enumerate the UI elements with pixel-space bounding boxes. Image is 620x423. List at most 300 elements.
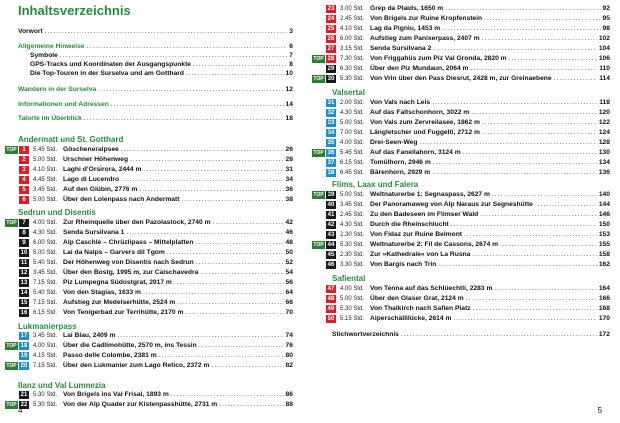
tour-text [63, 351, 293, 361]
top-badge: TOP [313, 150, 324, 156]
tour-entry[interactable] [5, 278, 293, 288]
tour-text [370, 200, 610, 210]
page-ref: 92 [602, 5, 610, 12]
toc-text [18, 114, 293, 124]
page-ref: 106 [598, 55, 610, 62]
tour-entry[interactable] [5, 258, 293, 268]
tour-duration: 5.30 Std. [33, 392, 58, 398]
leader-dots [45, 27, 287, 37]
tour-text [370, 44, 610, 54]
tour-text [63, 165, 293, 175]
tour-title: Lag da Pigniu, 1453 m [370, 25, 441, 32]
top-badge: TOP [313, 242, 324, 248]
tour-text [370, 304, 610, 314]
tour-text [63, 218, 293, 228]
toc-entry[interactable] [18, 114, 293, 124]
tour-duration: 4.00 Std. [340, 140, 365, 146]
tour-number-badge: 49 [327, 306, 335, 312]
tour-entry[interactable] [5, 361, 293, 371]
leader-dots [126, 228, 283, 238]
leader-dots [195, 238, 283, 248]
tour-number-badge: 30 [327, 76, 335, 82]
top-badge: TOP [313, 56, 324, 62]
top-badge: TOP [6, 363, 17, 369]
tour-entry[interactable] [5, 308, 293, 318]
tour-title: Der Panoramaweg von Alp Naraus zur Segneshütte [370, 201, 533, 208]
tour-title: Von Vals nach Leis [370, 99, 431, 106]
tour-number-badge: 2 [19, 156, 29, 164]
tour-duration: 4.00 Std. [33, 220, 58, 226]
leader-dots [482, 34, 597, 44]
tour-text [370, 250, 610, 260]
leader-dots [473, 304, 597, 314]
tour-title: Lai Blau, 2409 m [63, 332, 116, 339]
leader-dots [177, 298, 283, 308]
tour-text [63, 268, 293, 278]
leader-dots [174, 278, 284, 288]
page-ref: 120 [598, 109, 610, 116]
tour-duration: 6.45 Std. [340, 170, 365, 176]
tour-entry[interactable] [5, 248, 293, 258]
page-ref: 130 [598, 149, 610, 156]
page-ref: 10 [285, 70, 293, 77]
tour-text [370, 294, 610, 304]
tour-entry[interactable] [312, 200, 610, 210]
page-ref: 42 [285, 219, 293, 226]
tour-entry[interactable] [5, 175, 293, 185]
page-ref: 164 [598, 285, 610, 292]
tour-number-badge: 10 [20, 250, 28, 256]
tour-title: Zu den Badeseen im Flimser Wald [370, 211, 479, 218]
tour-duration: 5.00 Std. [33, 250, 58, 256]
tour-number-badge: 13 [20, 280, 28, 286]
tour-entry[interactable] [5, 400, 293, 410]
leader-dots [472, 250, 596, 260]
leader-dots [453, 314, 596, 324]
tour-entry[interactable] [5, 185, 293, 195]
tour-number-badge: 21 [20, 392, 28, 398]
tour-text [370, 54, 610, 64]
leader-dots [492, 190, 597, 200]
tour-entry[interactable] [312, 190, 610, 200]
leader-dots [500, 240, 597, 250]
tour-number-badge: 24 [327, 16, 335, 22]
tour-title: Auf den Giübin, 2776 m [63, 186, 138, 193]
page-ref: 66 [285, 299, 293, 306]
tour-entry[interactable] [5, 288, 293, 298]
tour-title: Von Tenigerbad zur Terrihütte, 2170 m [63, 309, 184, 316]
tour-number-badge: 6 [19, 196, 29, 204]
leader-dots [419, 138, 596, 148]
tour-text [63, 175, 293, 185]
toc-title: Symbole [30, 52, 58, 59]
page-ref: 12 [285, 86, 293, 93]
tour-text [370, 108, 610, 118]
tour-entry[interactable] [312, 34, 610, 44]
tour-entry[interactable] [312, 4, 610, 14]
page-ref: 70 [285, 309, 293, 316]
index-entry[interactable] [332, 330, 610, 340]
page-ref: 140 [598, 191, 610, 198]
leader-dots [185, 308, 283, 318]
tour-title: Grep da Plaids, 1650 m [370, 5, 444, 12]
tour-number-badge: 50 [327, 316, 335, 322]
tour-number-badge: 38 [327, 170, 335, 176]
leader-dots [438, 260, 596, 270]
tour-duration: 5.00 Std. [33, 157, 58, 163]
tour-number-badge: 46 [327, 262, 335, 268]
tour-number-badge: 44 [327, 242, 335, 248]
tour-number-badge: 36 [327, 150, 335, 156]
leader-dots [213, 218, 284, 228]
section-heading: Andermatt und St. Gotthard [18, 135, 124, 144]
tour-title: Aufstieg zum Panixerpass, 2407 m [370, 35, 480, 42]
page-ref: 170 [598, 315, 610, 322]
tour-entry[interactable] [5, 228, 293, 238]
tour-text [63, 155, 293, 165]
page-ref: 52 [285, 259, 293, 266]
tour-duration: 3.45 Std. [33, 270, 58, 276]
toc-entry[interactable] [18, 100, 293, 110]
tour-duration: 5.00 Std. [340, 192, 365, 198]
tour-text [370, 118, 610, 128]
tour-entry[interactable] [312, 44, 610, 54]
tour-text [370, 260, 610, 270]
tour-title: Auf das Faltschonhorn, 3022 m [370, 109, 470, 116]
leader-dots [554, 74, 598, 84]
section-heading: Safiental [332, 274, 366, 283]
toc-title: Talorte im Überblick [18, 115, 82, 122]
tour-number-badge: 1 [19, 146, 29, 154]
tour-text [63, 331, 293, 341]
leader-dots [482, 118, 597, 128]
tour-text [370, 158, 610, 168]
top-badge: TOP [6, 343, 17, 349]
toc-text [18, 27, 293, 37]
leader-dots [463, 148, 597, 158]
tour-text [63, 400, 293, 410]
page-ref: 104 [598, 45, 610, 52]
tour-duration: 6.00 Std. [340, 36, 365, 42]
page-ref: 80 [285, 352, 293, 359]
tour-entry[interactable] [312, 240, 610, 250]
page-number-right: 5 [597, 406, 602, 415]
leader-dots [111, 100, 284, 110]
tour-title: Von Fidaz zur Ruine Belmont [370, 231, 463, 238]
page-ref: 26 [285, 146, 293, 153]
tour-title: Piz Lumpegna Südostgrat, 2917 m [63, 279, 172, 286]
tour-duration: 3.45 Std. [33, 333, 58, 339]
tour-entry[interactable] [5, 298, 293, 308]
tour-duration: 4.15 Std. [33, 353, 58, 359]
tour-title: Senda Sursilvana 2 [370, 45, 432, 52]
section-heading: Valsertal [332, 88, 365, 97]
tour-text [63, 238, 293, 248]
tour-number-badge: 20 [20, 363, 28, 369]
tour-text [370, 128, 610, 138]
tour-entry[interactable] [312, 168, 610, 178]
tour-entry[interactable] [5, 331, 293, 341]
tour-number-badge: 11 [20, 260, 28, 266]
leader-dots [186, 69, 284, 79]
tour-entry[interactable] [312, 128, 610, 138]
tour-number-badge: 7 [19, 219, 29, 227]
tour-title: Von den Stagias, 1633 m [63, 289, 141, 296]
tour-number-badge: 25 [327, 26, 335, 32]
toc-title: Informationen und Adressen [18, 101, 109, 108]
tour-text [370, 240, 610, 250]
tour-duration: 2.30 Std. [340, 232, 365, 238]
tour-number-badge: 18 [20, 343, 28, 349]
tour-number-badge: 9 [19, 239, 29, 247]
tour-entry[interactable] [5, 238, 293, 248]
tour-duration: 6.15 Std. [33, 310, 58, 316]
tour-number-badge: 43 [327, 232, 335, 238]
page-ref: 128 [598, 139, 610, 146]
tour-duration: 5.15 Std. [340, 316, 365, 322]
tour-duration: 5.00 Std. [340, 120, 365, 126]
page-ref: 124 [598, 129, 610, 136]
page-ref: 74 [285, 332, 293, 339]
section-heading: Flims, Laax und Falera [332, 180, 419, 189]
tour-entry[interactable] [312, 148, 610, 158]
leader-dots [98, 85, 283, 95]
tour-duration: 4.00 Std. [33, 343, 58, 349]
page-ref: 155 [598, 241, 610, 248]
tour-entry[interactable] [312, 138, 610, 148]
tour-number-badge: 8 [19, 229, 29, 237]
top-badge: TOP [313, 192, 324, 198]
tour-duration: 4.30 Std. [340, 222, 365, 228]
tour-entry[interactable] [312, 230, 610, 240]
top-badge: TOP [313, 76, 324, 82]
leader-dots [199, 341, 284, 351]
tour-number-badge: 41 [327, 212, 335, 218]
tour-text [63, 145, 293, 155]
tour-entry[interactable] [5, 165, 293, 175]
page-ref: 88 [285, 401, 293, 408]
tour-entry[interactable] [5, 351, 293, 361]
tour-entry[interactable] [5, 268, 293, 278]
leader-dots [401, 330, 597, 340]
section-heading: Sedrun und Disentis [18, 208, 96, 217]
tour-text [370, 24, 610, 34]
page-ref: 114 [599, 75, 610, 82]
tour-text [370, 220, 610, 230]
tour-text [370, 190, 610, 200]
tour-text [370, 74, 610, 84]
tour-number-badge: 26 [327, 36, 335, 42]
tour-entry[interactable] [312, 14, 610, 24]
tour-duration: 7.15 Std. [33, 280, 58, 286]
tour-entry[interactable] [312, 314, 610, 324]
page-ref: 76 [285, 342, 293, 349]
tour-entry[interactable] [312, 260, 610, 270]
tour-text [63, 361, 293, 371]
toc-entry[interactable] [18, 27, 293, 37]
section-heading: Lukmanierpass [18, 322, 77, 331]
tour-title: Senda Sursilvana 1 [63, 229, 125, 236]
top-badge: TOP [6, 402, 17, 408]
toc-title: Allgemeine Hinweise [18, 43, 85, 50]
leader-dots [451, 220, 597, 230]
tour-text [370, 98, 610, 108]
leader-dots [181, 195, 283, 205]
tour-title: Über die Cadlimohütte, 2570 m, ins Tessin [63, 342, 197, 349]
toc-text [30, 69, 293, 79]
tour-duration: 5.40 Std. [33, 260, 58, 266]
tour-number-badge: 32 [327, 110, 335, 116]
tour-number-badge: 5 [19, 186, 29, 194]
tour-title: Über den Piz Mundaun, 2064 m [370, 65, 469, 72]
tour-entry[interactable] [5, 155, 293, 165]
tour-entry[interactable] [312, 294, 610, 304]
toc-title: Vorwort [18, 28, 43, 35]
tour-title: Längletscher und Fuggelti, 2712 m [370, 129, 480, 136]
tour-entry[interactable] [312, 98, 610, 108]
tour-entry[interactable] [312, 24, 610, 34]
tour-entry[interactable] [5, 341, 293, 351]
page-ref: 136 [598, 169, 610, 176]
tour-title: Von Brigels zur Ruine Kropfenstein [370, 15, 483, 22]
page-ref: 7 [289, 52, 293, 59]
page-ref: 6 [289, 43, 293, 50]
tour-duration: 5.30 Std. [340, 306, 365, 312]
page-ref: 28 [285, 156, 293, 163]
tour-number-badge: 14 [20, 290, 28, 296]
tour-text [63, 288, 293, 298]
toc-title: Inhaltsverzeichnis [18, 3, 131, 18]
tour-duration: 3.45 Std. [340, 202, 365, 208]
page-ref: 166 [598, 295, 610, 302]
tour-number-badge: 28 [327, 56, 335, 62]
tour-title: Zur Rheinquelle über den Pazolastock, 2740 m [63, 219, 211, 226]
page-ref: 50 [285, 249, 293, 256]
tour-title: Auf das Fanellahorn, 3124 m [370, 149, 461, 156]
tour-number-badge: 4 [19, 176, 29, 184]
page-ref: 82 [285, 362, 293, 369]
leader-dots [442, 24, 600, 34]
tour-entry[interactable] [312, 74, 610, 84]
page-ref: 110 [599, 65, 610, 72]
tour-entry[interactable] [312, 304, 610, 314]
page-ref: 3 [289, 28, 293, 35]
tour-entry[interactable] [312, 118, 610, 128]
tour-duration: 7.30 Std. [340, 56, 365, 62]
leader-dots [167, 248, 284, 258]
tour-title: Alperschällilücke, 2614 m [370, 315, 452, 322]
tour-title: Zur »Kathedrale« von La Rusna [370, 251, 471, 258]
tour-title: Von Bargis nach Trin [370, 261, 437, 268]
tour-title: Über den Lolenpass nach Andermatt [63, 196, 180, 203]
tour-title: Von Tenna auf das Schlüechtli, 2283 m [370, 285, 493, 292]
tour-number-badge: 27 [327, 46, 335, 52]
leader-dots [84, 114, 284, 124]
toc-title: Stichwortverzeichnis [332, 331, 399, 338]
page-ref: 54 [285, 269, 293, 276]
tour-duration: 5.00 Std. [33, 197, 58, 203]
tour-entry[interactable] [312, 210, 610, 220]
tour-number-badge: 31 [327, 100, 335, 106]
page-ref: 18 [285, 115, 293, 122]
tour-number-badge: 37 [327, 160, 335, 166]
toc-title: GPS-Tracks und Koordinaten der Ausgangspunkte [30, 61, 192, 68]
tour-entry[interactable] [5, 218, 293, 228]
tour-duration: 2.30 Std. [340, 252, 365, 258]
page-ref: 158 [598, 251, 610, 258]
top-badge: TOP [6, 220, 17, 226]
tour-duration: 4.10 Std. [33, 167, 58, 173]
tour-number-badge: 23 [327, 6, 335, 12]
tour-number-badge: 35 [327, 140, 335, 146]
page-ref: 118 [599, 99, 610, 106]
tour-entry[interactable] [312, 250, 610, 260]
leader-dots [471, 108, 597, 118]
leader-dots [509, 54, 597, 64]
tour-duration: 5.30 Std. [33, 402, 58, 408]
page-ref: 102 [598, 35, 610, 42]
tour-duration: 7.15 Std. [33, 300, 58, 306]
toc-entry[interactable] [30, 69, 293, 79]
tour-duration: 3.15 Std. [340, 46, 365, 52]
tour-entry[interactable] [312, 64, 610, 74]
toc-entry[interactable] [18, 85, 293, 95]
tour-duration: 3.30 Std. [340, 262, 365, 268]
tour-duration: 6.00 Std. [33, 240, 58, 246]
tour-title: Über den Bostg, 1995 m, zur Caischavedra [63, 269, 199, 276]
leader-dots [219, 400, 283, 410]
tour-duration: 7.00 Std. [340, 130, 365, 136]
tour-text [370, 34, 610, 44]
leader-dots [143, 165, 283, 175]
right-page [310, 0, 620, 423]
page-ref: 48 [285, 239, 293, 246]
tour-number-badge: 3 [19, 166, 29, 174]
leader-dots [494, 284, 596, 294]
tour-text [370, 14, 610, 24]
page-ref: 150 [598, 221, 610, 228]
page-ref: 146 [598, 211, 610, 218]
tour-title: Lago di Lucendro [63, 176, 120, 183]
tour-entry[interactable] [312, 108, 610, 118]
tour-entry[interactable] [5, 145, 293, 155]
tour-title: Von Vrin über den Pass Diesrut, 2428 m, zur Greinaebene [370, 75, 552, 82]
tour-entry[interactable] [312, 158, 610, 168]
tour-title: Von Brigels ins Val Frisal, 1893 m [63, 391, 169, 398]
leader-dots [535, 200, 597, 210]
tour-text [63, 228, 293, 238]
tour-duration: 5.45 Std. [340, 150, 365, 156]
tour-text [370, 314, 610, 324]
tour-number-badge: 34 [327, 130, 335, 136]
tour-duration: 7.15 Std. [33, 363, 58, 369]
tour-entry[interactable] [5, 195, 293, 205]
tour-entry[interactable] [5, 390, 293, 400]
tour-number-badge: 19 [20, 353, 28, 359]
tour-entry[interactable] [312, 54, 610, 64]
tour-entry[interactable] [312, 220, 610, 230]
tour-title: Bärenhorn, 2929 m [370, 169, 431, 176]
tour-duration: 5.00 Std. [340, 296, 365, 302]
tour-text [370, 210, 610, 220]
tour-duration: 4.30 Std. [33, 230, 58, 236]
tour-entry[interactable] [312, 284, 610, 294]
tour-duration: 5.45 Std. [33, 147, 58, 153]
leader-dots [139, 185, 283, 195]
section-heading: Ilanz und Val Lumnezia [18, 381, 106, 390]
tour-text [63, 248, 293, 258]
toc-title: Die Top-Touren in der Surselva und am Gotthard [30, 70, 184, 77]
